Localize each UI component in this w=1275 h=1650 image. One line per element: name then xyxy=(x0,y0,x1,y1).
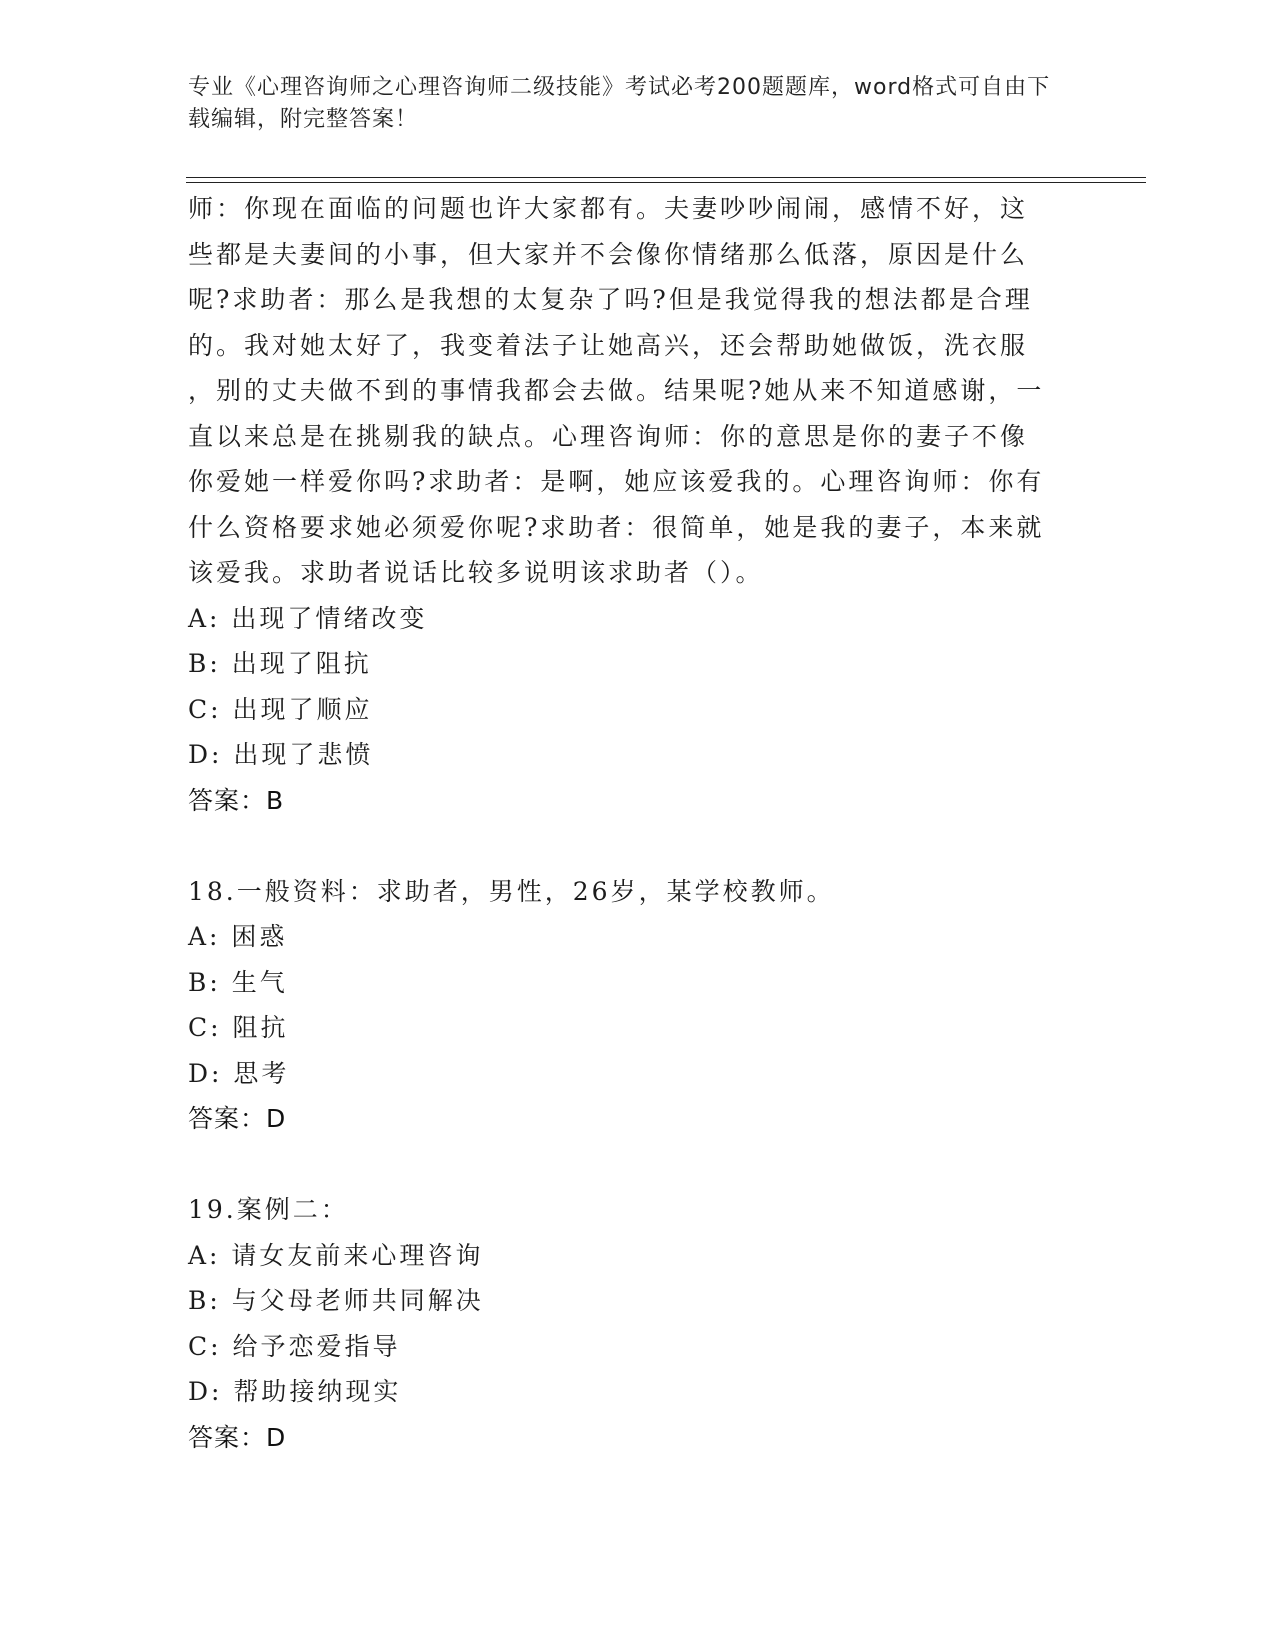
question-17-line: 什么资格要求她必须爱你呢?求助者：很简单，她是我的妻子，本来就 xyxy=(188,512,1045,542)
question-17-line: 直以来总是在挑剔我的缺点。心理咨询师：你的意思是你的妻子不像 xyxy=(188,421,1029,451)
question-17-line: 呢?求助者：那么是我想的太复杂了吗?但是我觉得我的想法都是合理 xyxy=(188,285,1033,314)
question-17-option-d: D: 出现了悲愤 xyxy=(188,740,374,769)
question-18-answer: 答案：D xyxy=(188,1104,287,1133)
question-19-option-c: C: 给予恋爱指导 xyxy=(188,1331,401,1361)
document-header: 专业《心理咨询师之心理咨询师二级技能》考试必考200题题库，word格式可自由下载编辑，附完整答案！ xyxy=(188,75,1051,132)
question-17-line: 该爱我。求助者说话比较多说明该求助者（）。 xyxy=(188,558,764,587)
question-17-line: 你爱她一样爱你吗?求助者：是啊，她应该爱我的。心理咨询师：你有 xyxy=(188,467,1045,496)
question-19-option-b: B: 与父母老师共同解决 xyxy=(188,1286,484,1315)
header-rule-bottom xyxy=(186,182,1146,183)
question-19-answer: 答案：D xyxy=(188,1422,287,1452)
question-17-option-a: A: 出现了情绪改变 xyxy=(188,603,428,633)
question-19-option-d: D: 帮助接纳现实 xyxy=(188,1377,402,1406)
question-18-option-a: A: 困惑 xyxy=(188,922,288,951)
question-18-option-d: D: 思考 xyxy=(188,1058,290,1088)
question-19 xyxy=(188,1187,1068,1460)
question-17 xyxy=(188,186,1068,823)
document-body xyxy=(188,186,1068,1460)
spacer xyxy=(188,823,1068,869)
question-19-option-a: A: 请女友前来心理咨询 xyxy=(188,1240,484,1270)
question-17-line: 师：你现在面临的问题也许大家都有。夫妻吵吵闹闹，感情不好，这 xyxy=(188,194,1029,223)
question-17-option-c: C: 出现了顺应 xyxy=(188,694,373,724)
question-17-line: 的。我对她太好了，我变着法子让她高兴，还会帮助她做饭，洗衣服 xyxy=(188,330,1029,360)
spacer xyxy=(188,1142,1068,1188)
header-rule-top xyxy=(186,177,1146,178)
question-19-stem: 19.案例二： xyxy=(188,1195,349,1224)
question-18-option-c: C: 阻抗 xyxy=(188,1013,289,1042)
question-17-option-b: B: 出现了阻抗 xyxy=(188,649,372,678)
question-17-line: 些都是夫妻间的小事，但大家并不会像你情绪那么低落，原因是什么 xyxy=(188,239,1029,269)
question-18 xyxy=(188,869,1068,1142)
question-17-answer: 答案：B xyxy=(188,785,285,815)
question-17-line: ，别的丈夫做不到的事情我都会去做。结果呢?她从来不知道感谢，一 xyxy=(188,376,1045,405)
question-18-option-b: B: 生气 xyxy=(188,967,288,997)
question-18-stem: 18.一般资料：求助者，男性，26岁，某学校教师。 xyxy=(188,876,835,906)
